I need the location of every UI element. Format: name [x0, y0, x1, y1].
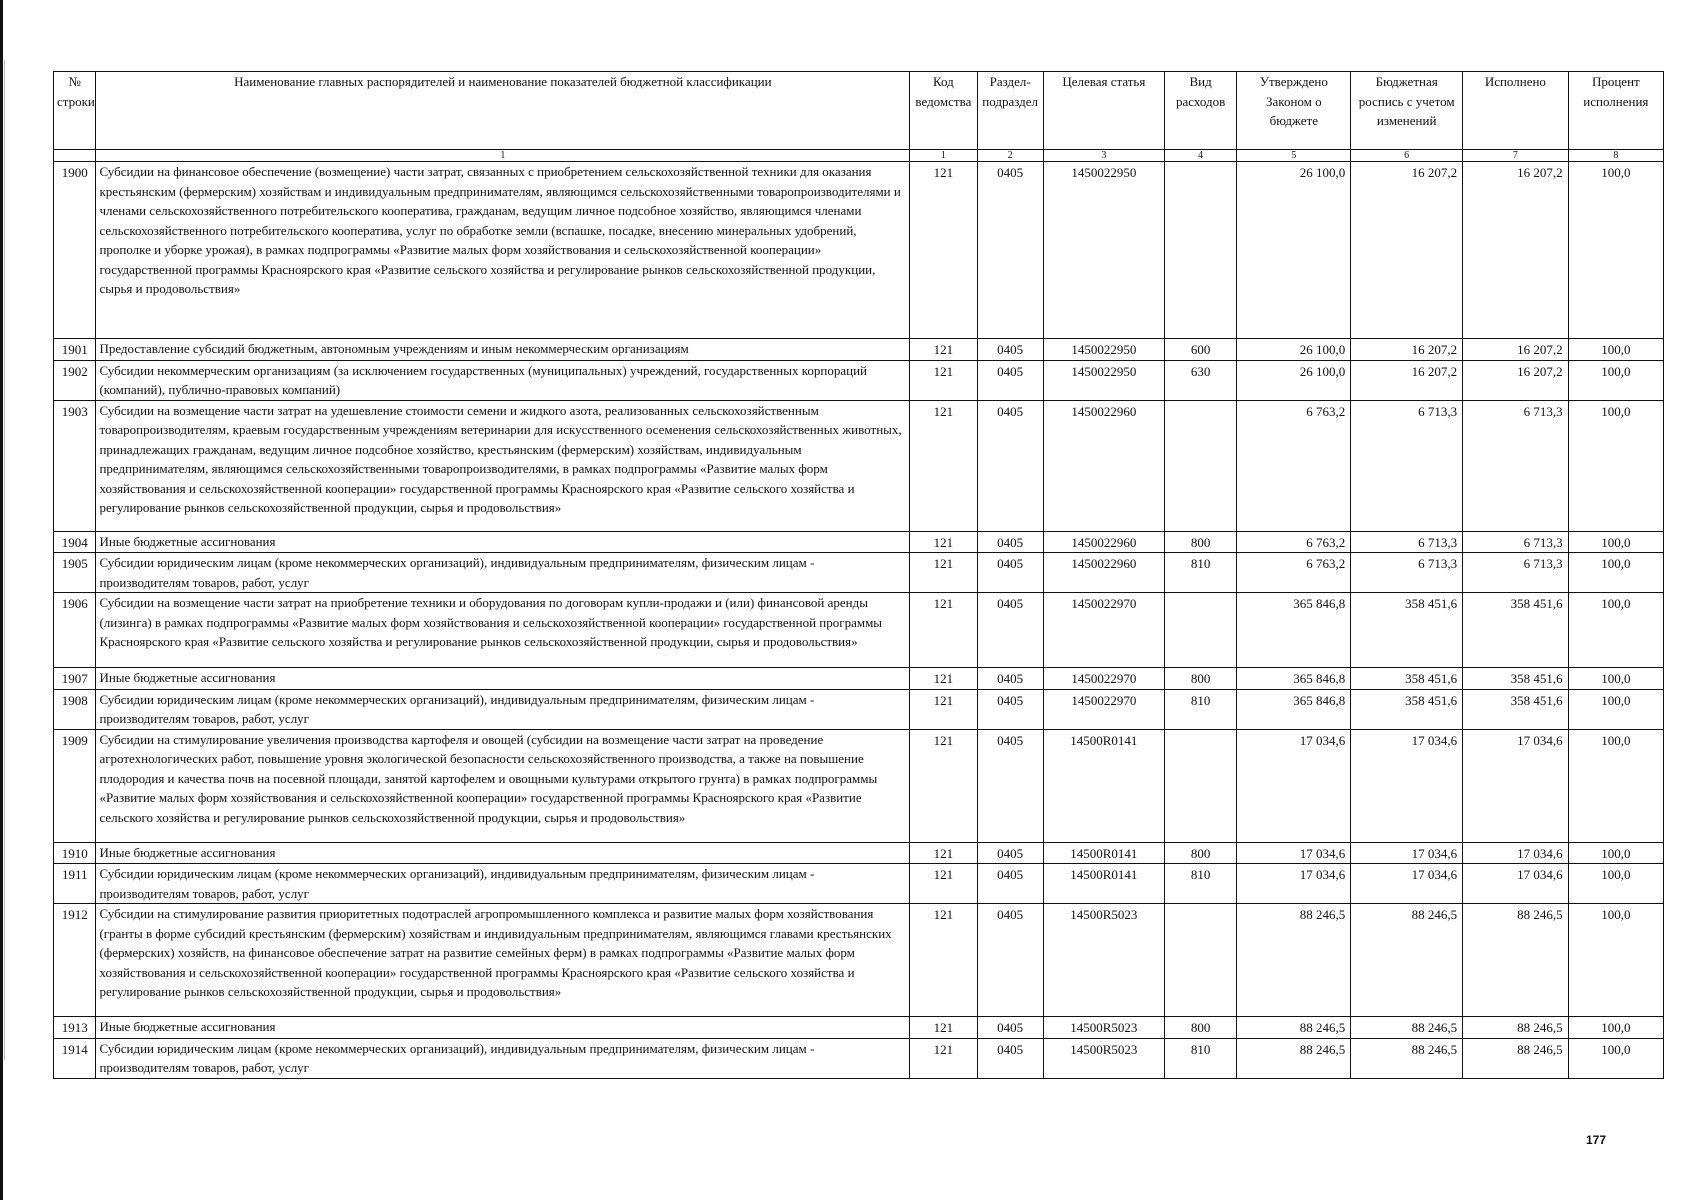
row-dept-code: 121 — [910, 668, 977, 690]
row-section: 0405 — [977, 360, 1043, 400]
row-line-number: 1901 — [54, 339, 96, 361]
table-row — [54, 339, 1664, 361]
row-percent: 100,0 — [1568, 360, 1663, 400]
column-number: 6 — [1351, 150, 1463, 162]
row-name: Субсидии на возмещение части затрат на удешевление стоимости семени и жидкого азота, реализованных сельскохозяйственным товаропроизводителям, краевым государственным учреждениям ветеринарии для искусственного осеменения сельскохозяйственных животных, принадлежащих гражданам, ведущим личное подсобное хозяйство, крестьянским (фермерским) хозяйствам, индивидуальным предпринимателям, являющимся сельскохозяйственными товаропроизводителями, в рамках подпрограммы «Развитие малых форм хозяйствования и сельскохозяйственной кооперации» государственной программы Красноярского края «Развитие сельского хозяйства и регулирование рынков сельскохозяйственной продукции, сырья и продовольствия» — [96, 400, 910, 531]
row-target-article: 1450022950 — [1043, 162, 1164, 339]
row-line-number: 1909 — [54, 729, 96, 842]
row-section: 0405 — [977, 864, 1043, 904]
row-name: Иные бюджетные ассигнования — [96, 842, 910, 864]
column-number: 8 — [1568, 150, 1663, 162]
row-budget-schedule: 358 451,6 — [1351, 668, 1463, 690]
table-row — [54, 689, 1664, 729]
row-budget-schedule: 17 034,6 — [1351, 729, 1463, 842]
header-line-no: № строки — [54, 72, 96, 150]
row-expense-type: 810 — [1164, 689, 1236, 729]
row-name: Предоставление субсидий бюджетным, автономным учреждениям и иным некоммерческим организациям — [96, 339, 910, 361]
header-name: Наименование главных распорядителей и наименование показателей бюджетной классификации — [96, 72, 910, 150]
row-target-article: 1450022950 — [1043, 339, 1164, 361]
scan-edge-line — [4, 60, 5, 1060]
row-target-article: 14500R0141 — [1043, 864, 1164, 904]
row-budget-schedule: 16 207,2 — [1351, 162, 1463, 339]
budget-execution-table — [53, 71, 1664, 1079]
row-dept-code: 121 — [910, 531, 977, 553]
row-executed: 88 246,5 — [1463, 1038, 1569, 1078]
row-dept-code: 121 — [910, 1017, 977, 1039]
table-header-row — [54, 72, 1664, 150]
row-percent: 100,0 — [1568, 593, 1663, 668]
row-percent: 100,0 — [1568, 400, 1663, 531]
row-executed: 6 713,3 — [1463, 531, 1569, 553]
row-section: 0405 — [977, 904, 1043, 1017]
row-target-article: 1450022960 — [1043, 553, 1164, 593]
column-number: 1 — [96, 150, 910, 162]
row-approved: 88 246,5 — [1237, 904, 1351, 1017]
row-line-number: 1905 — [54, 553, 96, 593]
row-budget-schedule: 88 246,5 — [1351, 1017, 1463, 1039]
table-row — [54, 842, 1664, 864]
row-percent: 100,0 — [1568, 1038, 1663, 1078]
row-approved: 26 100,0 — [1237, 339, 1351, 361]
row-expense-type: 630 — [1164, 360, 1236, 400]
row-dept-code: 121 — [910, 400, 977, 531]
header-approved: Утверждено Законом о бюджете — [1237, 72, 1351, 150]
row-name: Субсидии юридическим лицам (кроме некоммерческих организаций), индивидуальным предпринимателям, физическим лицам - производителям товаров, работ, услуг — [96, 553, 910, 593]
row-section: 0405 — [977, 1017, 1043, 1039]
column-number: 2 — [977, 150, 1043, 162]
table-row — [54, 729, 1664, 842]
row-line-number: 1907 — [54, 668, 96, 690]
row-executed: 17 034,6 — [1463, 842, 1569, 864]
row-dept-code: 121 — [910, 864, 977, 904]
table-row — [54, 162, 1664, 339]
row-executed: 16 207,2 — [1463, 162, 1569, 339]
row-section: 0405 — [977, 339, 1043, 361]
table-body — [54, 162, 1664, 1079]
row-section: 0405 — [977, 553, 1043, 593]
row-line-number: 1913 — [54, 1017, 96, 1039]
header-executed: Исполнено — [1463, 72, 1569, 150]
row-target-article: 1450022960 — [1043, 400, 1164, 531]
header-percent: Процент исполнения — [1568, 72, 1663, 150]
row-dept-code: 121 — [910, 553, 977, 593]
column-number-row — [54, 150, 1664, 162]
row-line-number: 1903 — [54, 400, 96, 531]
row-executed: 6 713,3 — [1463, 400, 1569, 531]
row-target-article: 1450022970 — [1043, 689, 1164, 729]
row-target-article: 14500R0141 — [1043, 729, 1164, 842]
header-expense-type: Вид расходов — [1164, 72, 1236, 150]
row-name: Субсидии на финансовое обеспечение (возмещение) части затрат, связанных с приобретением сельскохозяйственной техники для оказания крестьянским (фермерским) хозяйствам и индивидуальным предпринимателям, являющимся сельскохозяйственными товаропроизводителями и членами сельскохозяйственного потребительского кооператива, гражданам, ведущим личное подсобное хозяйство, являющимся членами сельскохозяйственного потребительского кооператива, услуг по обработке земли (вспашке, посадке, внесению минеральных удобрений, прополке и уборке урожая), в рамках подпрограммы «Развитие малых форм хозяйствования и сельскохозяйственной кооперации» государственной программы Красноярского края «Развитие сельского хозяйства и регулирование рынков сельскохозяйственной продукции, сырья и продовольствия» — [96, 162, 910, 339]
row-target-article: 1450022960 — [1043, 531, 1164, 553]
row-section: 0405 — [977, 531, 1043, 553]
row-name: Субсидии юридическим лицам (кроме некоммерческих организаций), индивидуальным предпринимателям, физическим лицам - производителям товаров, работ, услуг — [96, 1038, 910, 1078]
column-number: 4 — [1164, 150, 1236, 162]
row-percent: 100,0 — [1568, 339, 1663, 361]
row-name: Иные бюджетные ассигнования — [96, 668, 910, 690]
row-section: 0405 — [977, 400, 1043, 531]
row-expense-type: 600 — [1164, 339, 1236, 361]
row-budget-schedule: 6 713,3 — [1351, 553, 1463, 593]
row-percent: 100,0 — [1568, 729, 1663, 842]
row-percent: 100,0 — [1568, 668, 1663, 690]
row-approved: 6 763,2 — [1237, 400, 1351, 531]
header-section: Раздел-подраздел — [977, 72, 1043, 150]
row-section: 0405 — [977, 162, 1043, 339]
row-approved: 17 034,6 — [1237, 729, 1351, 842]
row-dept-code: 121 — [910, 339, 977, 361]
row-percent: 100,0 — [1568, 1017, 1663, 1039]
row-executed: 17 034,6 — [1463, 729, 1569, 842]
row-executed: 16 207,2 — [1463, 360, 1569, 400]
row-target-article: 14500R5023 — [1043, 904, 1164, 1017]
row-executed: 6 713,3 — [1463, 553, 1569, 593]
row-dept-code: 121 — [910, 593, 977, 668]
row-section: 0405 — [977, 593, 1043, 668]
row-dept-code: 121 — [910, 842, 977, 864]
row-expense-type — [1164, 904, 1236, 1017]
column-number: 7 — [1463, 150, 1569, 162]
row-budget-schedule: 88 246,5 — [1351, 1038, 1463, 1078]
row-approved: 88 246,5 — [1237, 1038, 1351, 1078]
row-section: 0405 — [977, 668, 1043, 690]
row-dept-code: 121 — [910, 729, 977, 842]
row-dept-code: 121 — [910, 689, 977, 729]
row-dept-code: 121 — [910, 162, 977, 339]
row-expense-type: 810 — [1164, 553, 1236, 593]
table-row — [54, 531, 1664, 553]
row-budget-schedule: 16 207,2 — [1351, 339, 1463, 361]
column-number: 3 — [1043, 150, 1164, 162]
header-budget-schedule: Бюджетная роспись с учетом изменений — [1351, 72, 1463, 150]
row-dept-code: 121 — [910, 360, 977, 400]
row-line-number: 1900 — [54, 162, 96, 339]
row-section: 0405 — [977, 1038, 1043, 1078]
row-budget-schedule: 358 451,6 — [1351, 689, 1463, 729]
row-percent: 100,0 — [1568, 162, 1663, 339]
row-executed: 16 207,2 — [1463, 339, 1569, 361]
row-expense-type: 800 — [1164, 531, 1236, 553]
table-row — [54, 904, 1664, 1017]
row-target-article: 14500R5023 — [1043, 1038, 1164, 1078]
row-approved: 365 846,8 — [1237, 668, 1351, 690]
row-percent: 100,0 — [1568, 553, 1663, 593]
header-dept-code: Код ведомства — [910, 72, 977, 150]
row-approved: 17 034,6 — [1237, 842, 1351, 864]
row-name: Субсидии на стимулирование увеличения производства картофеля и овощей (субсидии на возмещение части затрат на проведение агротехнологических работ, повышение уровня экологической безопасности сельскохозяйственного производства, а также на повышение плодородия и качества почв на посевной площади, занятой картофелем и овощными культурами открытого грунта) в рамках подпрограммы «Развитие малых форм хозяйствования и сельскохозяйственной кооперации» государственной программы Красноярского края «Развитие сельского хозяйства и регулирование рынков сельскохозяйственной продукции, сырья и продовольствия» — [96, 729, 910, 842]
row-name: Субсидии на возмещение части затрат на приобретение техники и оборудования по договорам купли-продажи и (или) финансовой аренды (лизинга) в рамках подпрограммы «Развитие малых форм хозяйствования и сельскохозяйственной кооперации» государственной программы Красноярского края «Развитие сельского хозяйства и регулирование рынков сельскохозяйственной продукции, сырья и продовольствия» — [96, 593, 910, 668]
row-target-article: 14500R5023 — [1043, 1017, 1164, 1039]
row-expense-type — [1164, 729, 1236, 842]
row-name: Субсидии юридическим лицам (кроме некоммерческих организаций), индивидуальным предпринимателям, физическим лицам - производителям товаров, работ, услуг — [96, 864, 910, 904]
row-budget-schedule: 16 207,2 — [1351, 360, 1463, 400]
row-budget-schedule: 6 713,3 — [1351, 531, 1463, 553]
row-name: Субсидии некоммерческим организациям (за исключением государственных (муниципальных) учреждений, государственных корпораций (компаний), публично-правовых компаний) — [96, 360, 910, 400]
table-row — [54, 668, 1664, 690]
row-approved: 365 846,8 — [1237, 593, 1351, 668]
row-name: Субсидии на стимулирование развития приоритетных подотраслей агропромышленного комплекса и развитие малых форм хозяйствования (гранты в форме субсидий крестьянским (фермерским) хозяйствам и индивидуальным предпринимателям, являющимся главами крестьянских (фермерских) хозяйств, на финансовое обеспечение затрат на развитие семейных ферм) в рамках подпрограммы «Развитие малых форм хозяйствования и сельскохозяйственной кооперации» государственной программы Красноярского края «Развитие сельского хозяйства и регулирование рынков сельскохозяйственной продукции, сырья и продовольствия» — [96, 904, 910, 1017]
page-number: 177 — [1586, 1133, 1607, 1147]
row-approved: 17 034,6 — [1237, 864, 1351, 904]
scan-edge-shadow — [0, 0, 3, 1200]
row-executed: 88 246,5 — [1463, 904, 1569, 1017]
row-budget-schedule: 17 034,6 — [1351, 842, 1463, 864]
row-section: 0405 — [977, 689, 1043, 729]
row-approved: 6 763,2 — [1237, 553, 1351, 593]
row-budget-schedule: 17 034,6 — [1351, 864, 1463, 904]
row-section: 0405 — [977, 842, 1043, 864]
column-number — [54, 150, 96, 162]
row-line-number: 1906 — [54, 593, 96, 668]
row-expense-type: 800 — [1164, 842, 1236, 864]
row-line-number: 1911 — [54, 864, 96, 904]
row-name: Иные бюджетные ассигнования — [96, 531, 910, 553]
table-row — [54, 593, 1664, 668]
row-target-article: 1450022970 — [1043, 593, 1164, 668]
row-expense-type: 810 — [1164, 1038, 1236, 1078]
row-executed: 358 451,6 — [1463, 689, 1569, 729]
row-target-article: 14500R0141 — [1043, 842, 1164, 864]
row-budget-schedule: 6 713,3 — [1351, 400, 1463, 531]
row-target-article: 1450022950 — [1043, 360, 1164, 400]
row-dept-code: 121 — [910, 1038, 977, 1078]
row-target-article: 1450022970 — [1043, 668, 1164, 690]
row-approved: 26 100,0 — [1237, 162, 1351, 339]
row-expense-type — [1164, 400, 1236, 531]
row-percent: 100,0 — [1568, 864, 1663, 904]
row-executed: 358 451,6 — [1463, 668, 1569, 690]
row-executed: 88 246,5 — [1463, 1017, 1569, 1039]
row-percent: 100,0 — [1568, 904, 1663, 1017]
row-name: Субсидии юридическим лицам (кроме некоммерческих организаций), индивидуальным предпринимателям, физическим лицам - производителям товаров, работ, услуг — [96, 689, 910, 729]
row-line-number: 1902 — [54, 360, 96, 400]
row-percent: 100,0 — [1568, 689, 1663, 729]
column-number: 5 — [1237, 150, 1351, 162]
row-line-number: 1912 — [54, 904, 96, 1017]
table-row — [54, 360, 1664, 400]
row-budget-schedule: 88 246,5 — [1351, 904, 1463, 1017]
table-row — [54, 400, 1664, 531]
table-row — [54, 1038, 1664, 1078]
row-expense-type — [1164, 162, 1236, 339]
row-line-number: 1904 — [54, 531, 96, 553]
row-name: Иные бюджетные ассигнования — [96, 1017, 910, 1039]
table-row — [54, 1017, 1664, 1039]
row-approved: 365 846,8 — [1237, 689, 1351, 729]
row-expense-type: 800 — [1164, 1017, 1236, 1039]
row-executed: 17 034,6 — [1463, 864, 1569, 904]
row-executed: 358 451,6 — [1463, 593, 1569, 668]
row-approved: 6 763,2 — [1237, 531, 1351, 553]
row-section: 0405 — [977, 729, 1043, 842]
row-line-number: 1908 — [54, 689, 96, 729]
column-number: 1 — [910, 150, 977, 162]
header-target-article: Целевая статья — [1043, 72, 1164, 150]
row-expense-type: 810 — [1164, 864, 1236, 904]
row-percent: 100,0 — [1568, 842, 1663, 864]
row-approved: 26 100,0 — [1237, 360, 1351, 400]
table-row — [54, 864, 1664, 904]
row-expense-type: 800 — [1164, 668, 1236, 690]
row-dept-code: 121 — [910, 904, 977, 1017]
table-row — [54, 553, 1664, 593]
row-expense-type — [1164, 593, 1236, 668]
row-budget-schedule: 358 451,6 — [1351, 593, 1463, 668]
row-approved: 88 246,5 — [1237, 1017, 1351, 1039]
row-line-number: 1914 — [54, 1038, 96, 1078]
row-line-number: 1910 — [54, 842, 96, 864]
row-percent: 100,0 — [1568, 531, 1663, 553]
